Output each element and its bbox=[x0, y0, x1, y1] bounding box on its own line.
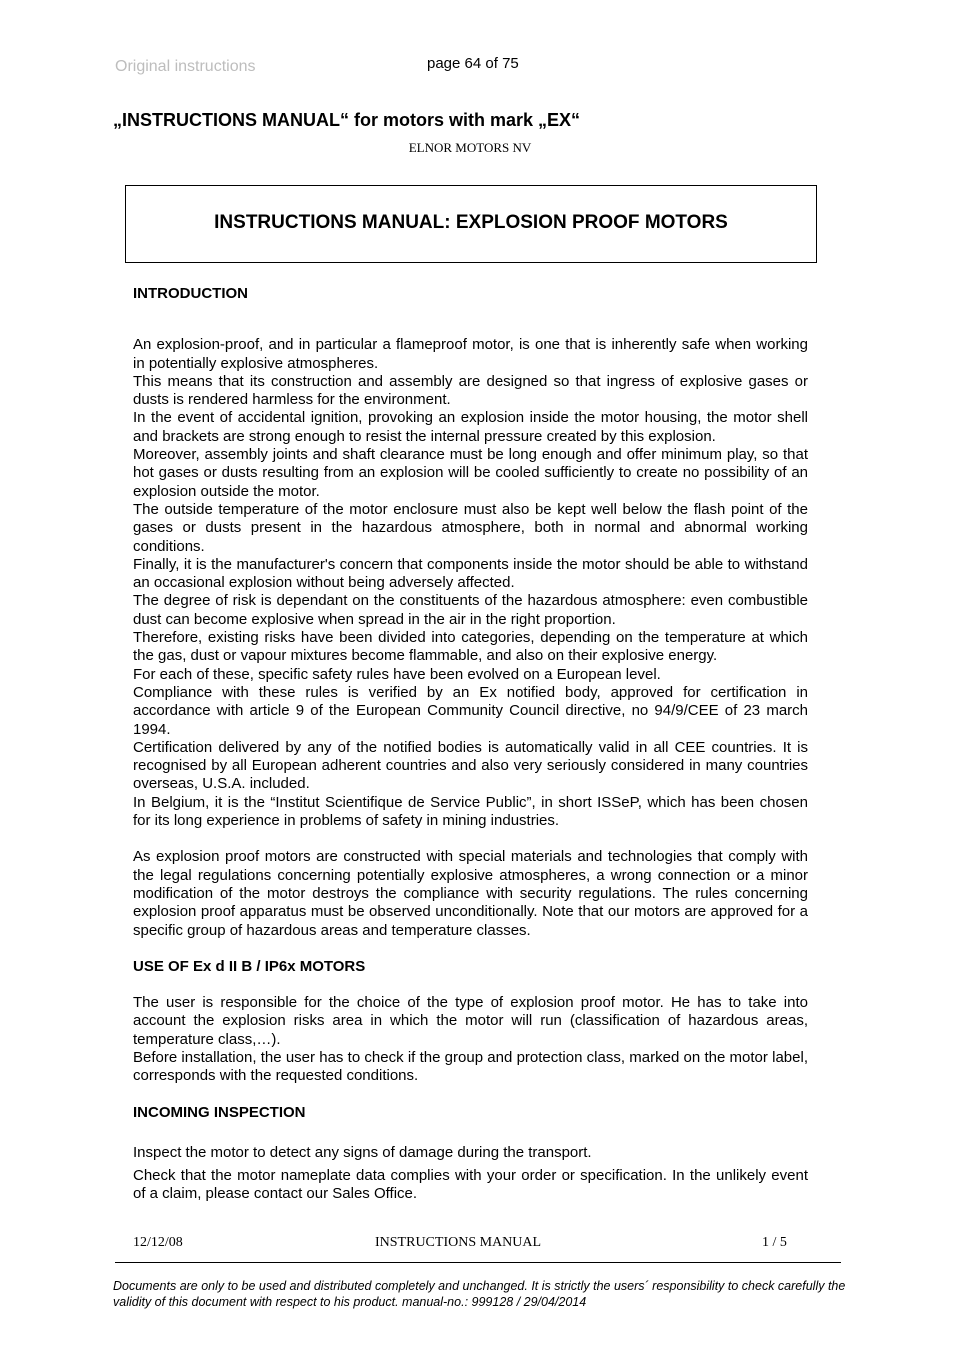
footer-divider bbox=[115, 1262, 841, 1263]
document-title: „INSTRUCTIONS MANUAL“ for motors with mark „EX“ bbox=[113, 110, 581, 130]
paragraph: Compliance with these rules is verified by an Ex notified body, approved for certification in accordance with article 9 of the European Community Council directive, no 94/9/CEE of 23 march 1994. bbox=[133, 683, 808, 738]
paragraph: Moreover, assembly joints and shaft clearance must be long enough and offer minimum play, so that hot gases or dusts resulting from an explosion will be cooled sufficiently to create no possibility of an explosion outside the motor. bbox=[133, 446, 808, 500]
paragraph: An explosion-proof, and in particular a flameproof motor, is one that is inherently safe when working in potentially explosive atmospheres. bbox=[133, 336, 808, 372]
main-content bbox=[133, 285, 808, 1204]
box-title: INSTRUCTIONS MANUAL: EXPLOSION PROOF MOTORS bbox=[214, 212, 728, 233]
paragraph: As explosion proof motors are constructed with special materials and technologies that comply with the legal regulations concerning potentially explosive atmospheres, a wrong connection or a minor modification of the motor destroys the compliance with security regulations. The rules concerning explosion proof apparatus must be observed unconditionally. Note that our motors are approved for a specific group of hazardous areas and temperature classes. bbox=[133, 848, 808, 939]
footer-date: 12/12/08 bbox=[133, 1235, 183, 1250]
section-heading-use: USE OF Ex d II B / IP6x MOTORS bbox=[133, 957, 366, 975]
paragraph: Before installation, the user has to check if the group and protection class, marked on the motor label, corresponds with the requested conditions. bbox=[133, 1048, 808, 1085]
paragraph: The degree of risk is dependant on the constituents of the hazardous atmosphere: even combustible dust can become explosive when spread in the air in the right proportion. bbox=[133, 592, 808, 628]
paragraph: This means that its construction and assembly are designed so that ingress of explosive gases or dusts is rendered harmless for the environment. bbox=[133, 372, 808, 409]
paragraph: Inspect the motor to detect any signs of damage during the transport. bbox=[133, 1143, 592, 1161]
paragraph: For each of these, specific safety rules have been evolved on a European level. bbox=[133, 665, 661, 683]
paragraph: The outside temperature of the motor enclosure must also be kept well below the flash point of the gases or dusts present in the hazardous atmosphere, both in normal and abnormal working conditions. bbox=[133, 500, 808, 555]
title-box bbox=[125, 185, 817, 263]
paragraph: In Belgium, it is the “Institut Scientifique de Service Public”, in short ISSeP, which has been chosen for its long experience in problems of safety in mining industries. bbox=[133, 793, 808, 830]
paragraph: In the event of accidental ignition, provoking an explosion inside the motor housing, the motor shell and brackets are strong enough to resist the internal pressure created by this explosion. bbox=[133, 409, 808, 445]
company-name: ELNOR MOTORS NV bbox=[408, 140, 532, 155]
paragraph: Finally, it is the manufacturer's concern that components inside the motor should be able to withstand an occasional explosion without being adversely affected. bbox=[133, 555, 808, 592]
page-number: page 64 of 75 bbox=[427, 55, 519, 72]
paragraph: Certification delivered by any of the notified bodies is automatically valid in all CEE countries. It is recognised by all European adherent countries and also very seriously considered in many countries overseas, U.S.A. included. bbox=[133, 738, 808, 793]
paragraph: The user is responsible for the choice of the type of explosion proof motor. He has to take into account the explosion risks area in which the motor will run (classification of hazardous areas, temperature class,…). bbox=[133, 994, 808, 1048]
paragraph: Check that the motor nameplate data complies with your order or specification. In the unlikely event of a claim, please contact our Sales Office. bbox=[133, 1167, 808, 1203]
original-instructions-label: Original instructions bbox=[115, 58, 256, 75]
paragraph: Therefore, existing risks have been divided into categories, depending on the temperature at which the gas, dust or vapour mixtures become flammable, and also on their explosive energy. bbox=[133, 629, 808, 665]
footer-disclaimer: Documents are only to be used and distributed completely and unchanged. It is strictly the users´ responsibility to check carefully the validity of this document with respect to his product. manual-no.: 999128 / 29/04/2014 bbox=[113, 1279, 846, 1309]
section-heading-incoming-inspection: INCOMING INSPECTION bbox=[133, 1103, 306, 1121]
footer-title: INSTRUCTIONS MANUAL bbox=[375, 1235, 542, 1250]
section-heading-introduction: INTRODUCTION bbox=[133, 285, 248, 302]
footer-page-number: 1 / 5 bbox=[762, 1235, 787, 1250]
